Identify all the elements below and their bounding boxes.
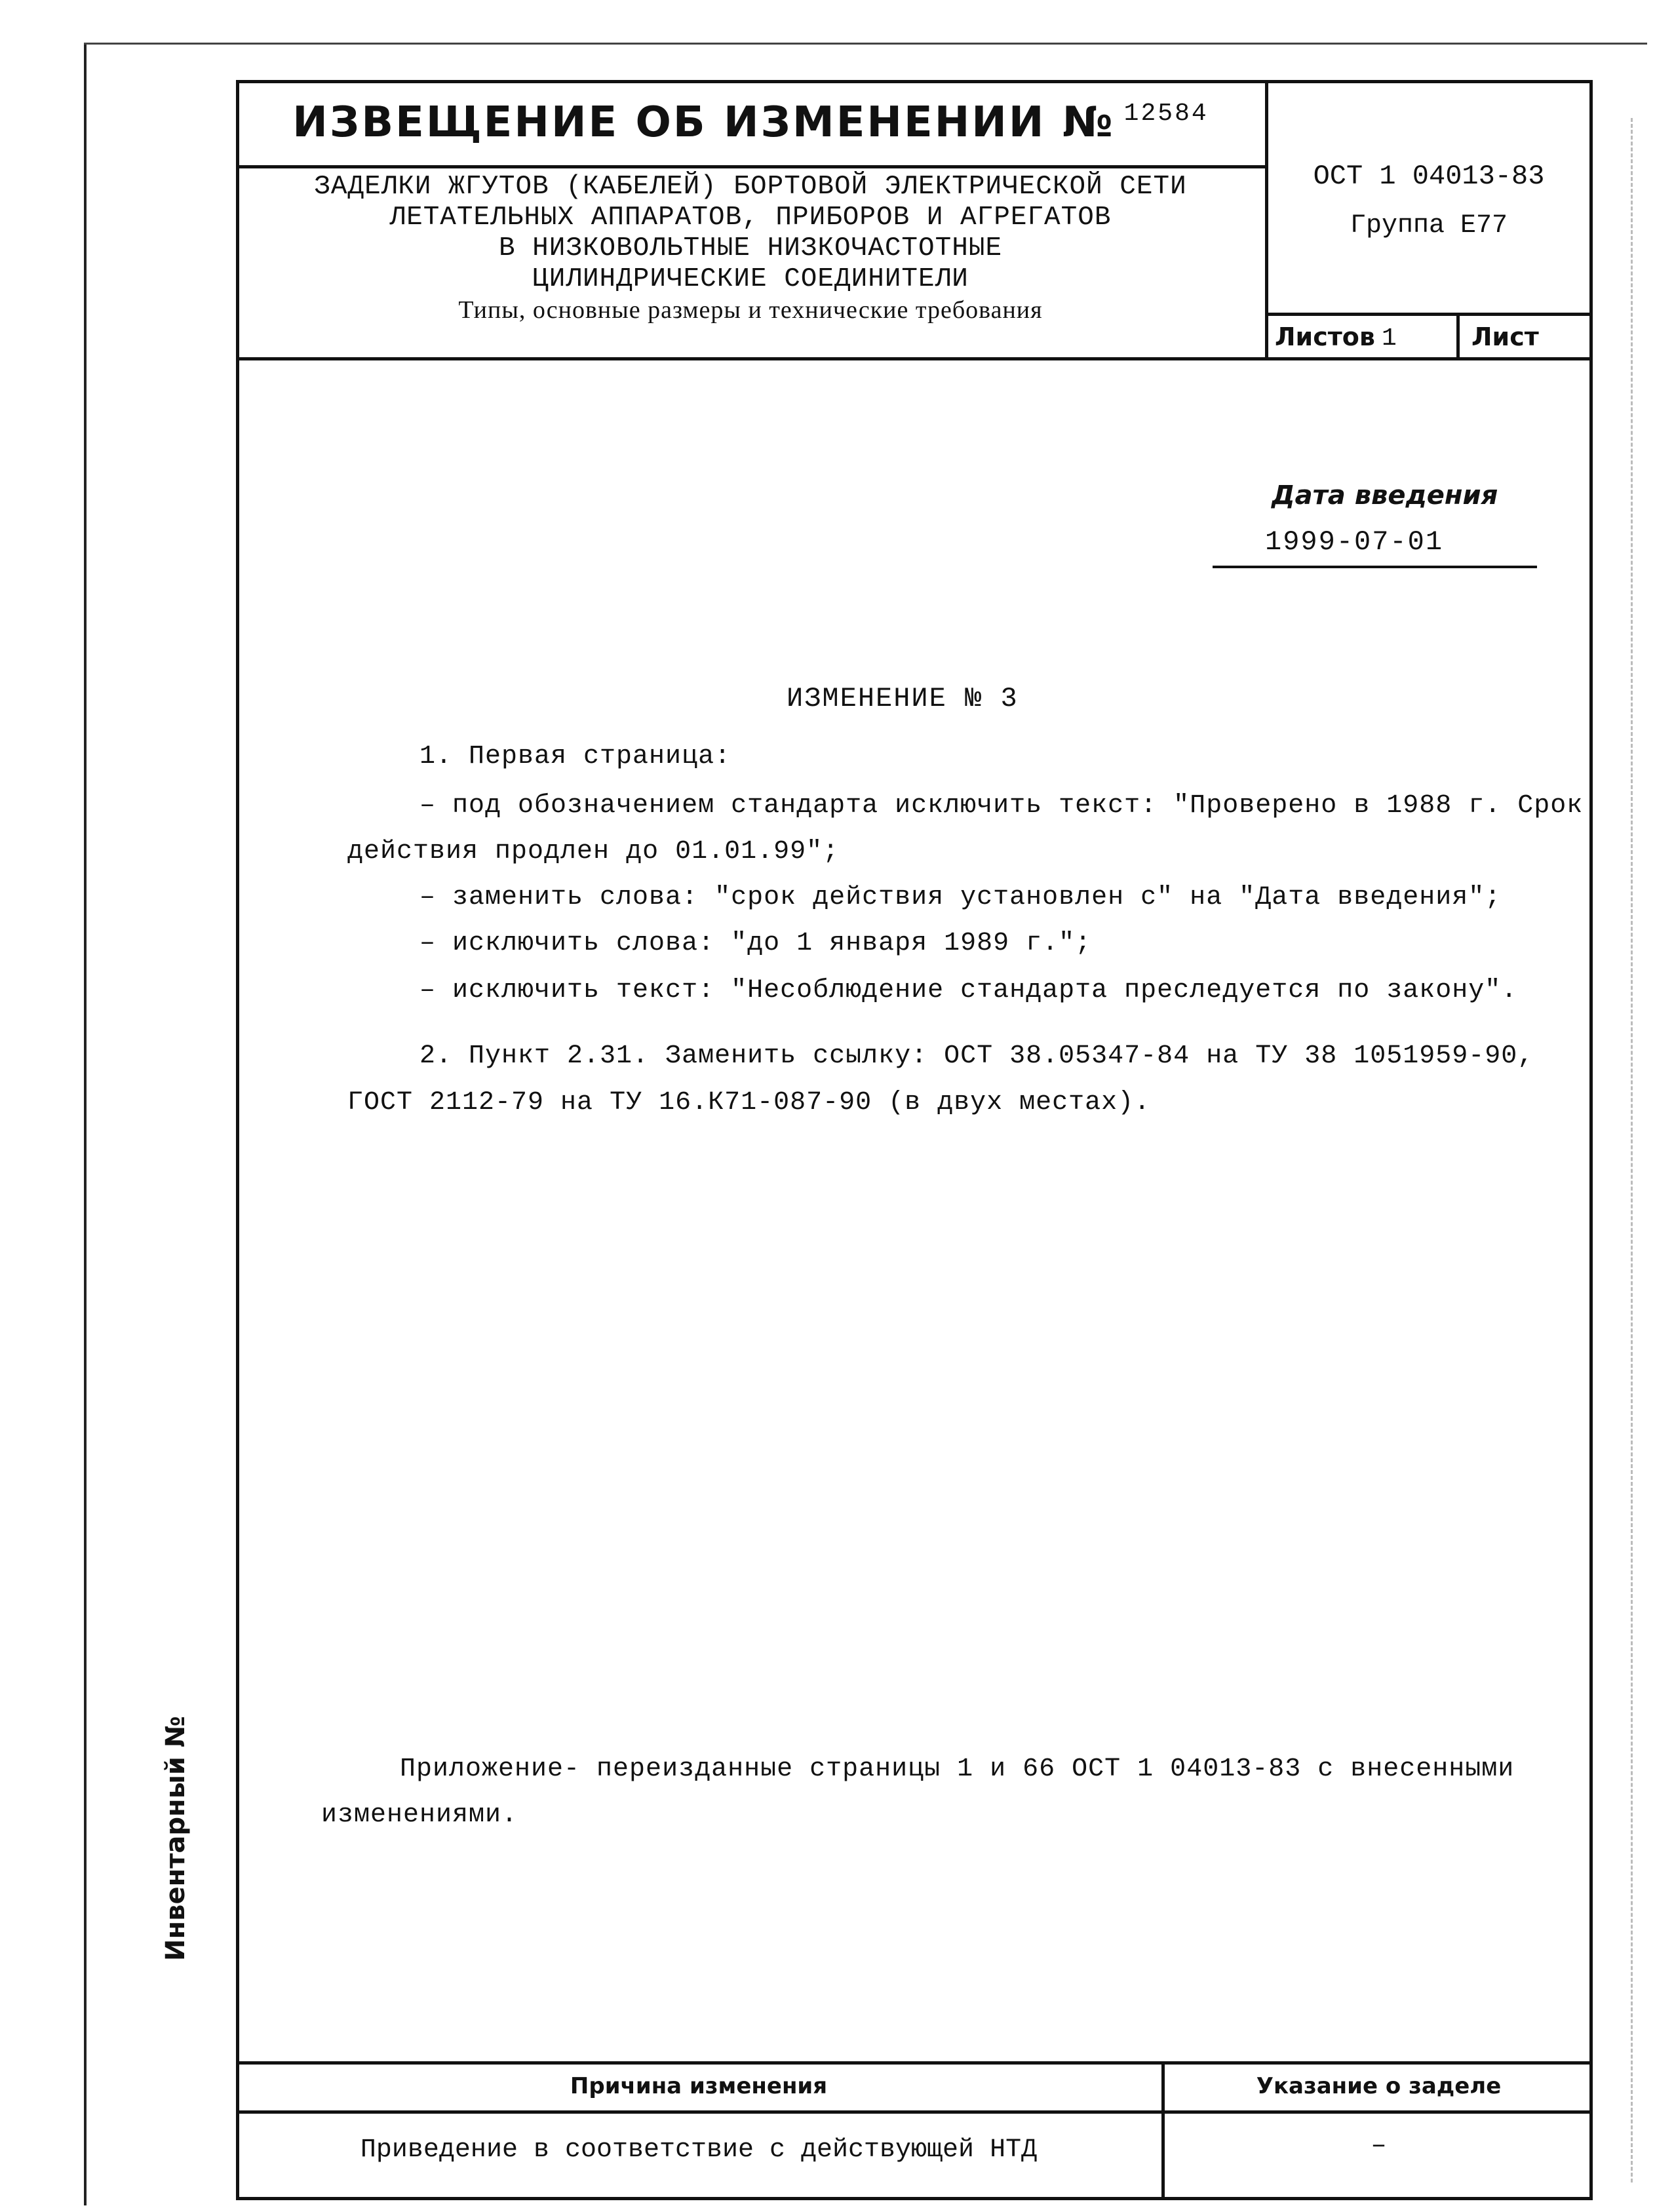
standard-subject — [236, 172, 1265, 326]
sheets-box-divider — [1456, 313, 1460, 359]
subject-line: ЛЕТАТЕЛЬНЫХ АППАРАТОВ, ПРИБОРОВ И АГРЕГАТОВ — [389, 203, 1112, 233]
subject-subtitle: Типы, основные размеры и технические требования — [458, 296, 1043, 324]
backlog-value: – — [1371, 2131, 1387, 2161]
paragraph-2-cont: ГОСТ 2112-79 на ТУ 16.К71-087-90 (в двух местах). — [347, 1088, 1151, 1117]
backlog-header: Указание о заделе — [1256, 2073, 1502, 2099]
subject-line: В НИЗКОВОЛЬТНЫЕ НИЗКОЧАСТОТНЫЕ — [498, 233, 1003, 263]
paragraph-1a: – под обозначением стандарта исключить текст: ″Проверено в 1988 г. Срок — [419, 791, 1584, 821]
paragraph-1b: – заменить слова: ″срок действия установлен с″ на ″Дата введения″; — [419, 883, 1502, 912]
footer-header-rule — [236, 2110, 1593, 2114]
subject-line: ЗАДЕЛКИ ЖГУТОВ (КАБЕЛЕЙ) БОРТОВОЙ ЭЛЕКТРИЧЕСКОЙ СЕТИ — [314, 172, 1187, 202]
sheets-box-top — [1265, 313, 1593, 316]
appendix-note-cont: изменениями. — [321, 1800, 518, 1830]
reason-value: Приведение в соответствие с действующей НТД — [360, 2135, 1038, 2165]
footer-top-rule — [236, 2061, 1593, 2065]
subject-line: ЦИЛИНДРИЧЕСКИЕ СОЕДИНИТЕЛИ — [532, 264, 969, 294]
paragraph-2: 2. Пункт 2.31. Заменить ссылку: ОСТ 38.05347-84 на ТУ 38 1051959-90, — [419, 1041, 1534, 1071]
appendix-note: Приложение- переизданные страницы 1 и 66 ОСТ 1 04013-83 с внесенными — [400, 1755, 1515, 1784]
header-bottom-rule — [236, 357, 1593, 360]
sheets-count-label: Листов — [1275, 322, 1375, 351]
intro-date-value: 1999-07-01 — [1265, 526, 1444, 558]
change-title: ИЗМЕНЕНИЕ № 3 — [787, 683, 1019, 714]
sheet-number-label: Лист — [1471, 322, 1539, 351]
paragraph-1: 1. Первая страница: — [419, 742, 731, 771]
reason-header: Причина изменения — [570, 2073, 828, 2099]
intro-date-label: Дата введения — [1272, 480, 1498, 511]
inventory-number-label — [143, 1716, 208, 1961]
notice-title-text: ИЗВЕЩЕНИЕ ОБ ИЗМЕНЕНИИ № — [292, 98, 1115, 147]
inventory-number-text: Инвентарный № — [161, 1716, 191, 1961]
outer-frame-top — [84, 43, 1647, 45]
paragraph-1a-cont: действия продлен до 01.01.99″; — [347, 837, 840, 866]
outer-frame-left — [84, 43, 87, 2205]
standard-group: Группа Е77 — [1350, 211, 1508, 241]
intro-date-underline — [1213, 566, 1537, 568]
title-divider — [236, 165, 1268, 168]
paragraph-1c: – исключить слова: ″до 1 января 1989 г.″; — [419, 929, 1092, 958]
standard-code: ОСТ 1 04013-83 — [1313, 161, 1545, 192]
sheets-count-value: 1 — [1382, 324, 1397, 353]
notice-sheet — [236, 80, 1593, 2200]
outer-frame-right — [1631, 118, 1633, 2183]
paragraph-1d: – исключить текст: ″Несоблюдение стандарта преследуется по закону″. — [419, 976, 1518, 1005]
notice-title — [236, 80, 1265, 165]
notice-number: 12584 — [1123, 99, 1209, 128]
